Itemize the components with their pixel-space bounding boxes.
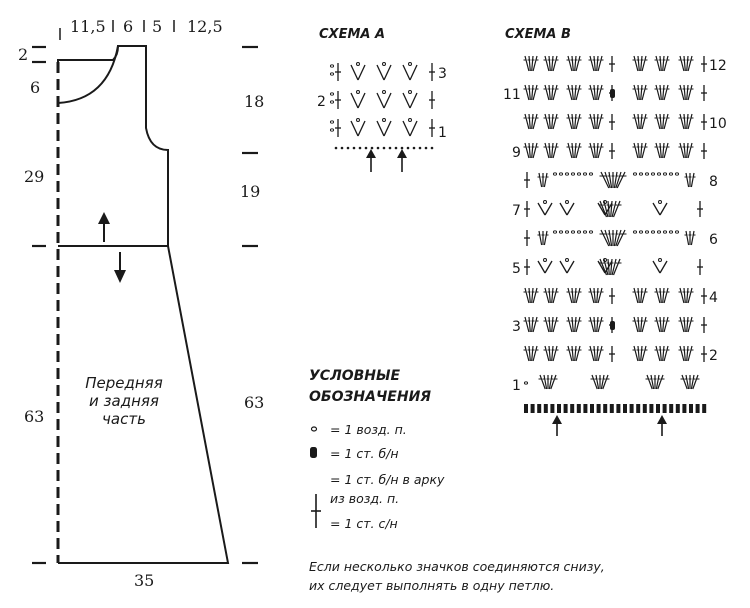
piece-label-line2: и задняя bbox=[89, 392, 159, 410]
scheme-b-row-9: 9 bbox=[512, 145, 521, 161]
dim-left-neck-top: 2 bbox=[18, 45, 29, 64]
note-line1: Если несколько значков соединяются снизу, bbox=[309, 559, 605, 574]
scheme-b-repeat-arrow-icon bbox=[552, 415, 562, 436]
scheme-b-row-1: 1 bbox=[512, 378, 521, 394]
dim-left-lower: 63 bbox=[24, 407, 45, 426]
scheme-a-row-3: 3 bbox=[438, 66, 447, 82]
scheme-b-row-3: 3 bbox=[512, 319, 521, 335]
legend-chain: = 1 возд. п. bbox=[330, 422, 407, 437]
double-crochet-icon bbox=[311, 494, 321, 528]
scheme-b-repeat-arrow-icon bbox=[657, 415, 667, 436]
up-arrow-icon bbox=[98, 212, 110, 242]
piece-label-line3: часть bbox=[102, 410, 146, 428]
note-line2: их следует выполнять в одну петлю. bbox=[309, 578, 555, 593]
scheme-a-row-1: 1 bbox=[438, 125, 447, 141]
dim-right-side: 19 bbox=[240, 182, 261, 201]
scheme-b-row-11: 11 bbox=[503, 87, 521, 103]
scheme-b-row-6: 6 bbox=[709, 232, 718, 248]
legend-dc: = 1 ст. с/н bbox=[330, 516, 398, 531]
legend-sc: = 1 ст. б/н bbox=[330, 446, 399, 461]
dim-bottom: 35 bbox=[134, 571, 155, 590]
scheme-b-row-2: 2 bbox=[709, 348, 718, 364]
scheme-b-row-5: 5 bbox=[512, 261, 521, 277]
garment-outline bbox=[58, 46, 228, 563]
scheme-b-row-7: 7 bbox=[512, 203, 521, 219]
down-arrow-icon bbox=[114, 252, 126, 283]
chain-stitch-icon bbox=[312, 427, 317, 431]
scheme-a-title: СХЕМА А bbox=[319, 27, 386, 42]
note bbox=[309, 559, 605, 593]
dim-top-right: 12,5 bbox=[187, 17, 223, 36]
scheme-b-row-4: 4 bbox=[709, 290, 718, 306]
dim-left-upper: 29 bbox=[24, 167, 45, 186]
dim-top-shoulder: 5 bbox=[152, 17, 163, 36]
legend bbox=[309, 368, 445, 531]
single-crochet-icon bbox=[310, 447, 317, 458]
legend-title-line2: ОБОЗНАЧЕНИЯ bbox=[309, 389, 432, 405]
dim-top-left: 11,5 bbox=[70, 17, 106, 36]
dim-right-lower: 63 bbox=[244, 393, 265, 412]
legend-sc-arc-2: из возд. п. bbox=[330, 491, 400, 506]
scheme-b-row-10: 10 bbox=[709, 116, 727, 132]
scheme-b-title: СХЕМА В bbox=[505, 27, 571, 42]
legend-sc-arc-1: = 1 ст. б/н в арку bbox=[330, 472, 445, 487]
scheme-b-grid bbox=[524, 56, 708, 413]
scheme-b bbox=[503, 27, 727, 436]
dim-right-armhole: 18 bbox=[244, 92, 265, 111]
neckline bbox=[58, 46, 118, 103]
dim-left-neck: 6 bbox=[30, 78, 41, 97]
scheme-a-repeat-arrow-icon bbox=[366, 149, 376, 172]
piece-label-line1: Передняя bbox=[85, 374, 163, 392]
scheme-b-row-8: 8 bbox=[709, 174, 718, 190]
scheme-a-repeat-arrow-icon bbox=[397, 149, 407, 172]
garment-schematic bbox=[18, 17, 264, 590]
legend-title-line1: УСЛОВНЫЕ bbox=[309, 368, 401, 384]
scheme-b-row-12: 12 bbox=[709, 58, 727, 74]
scheme-a bbox=[317, 27, 447, 172]
scheme-a-row-2: 2 bbox=[317, 94, 326, 110]
scheme-a-grid bbox=[330, 63, 435, 150]
dim-top-neck: 6 bbox=[123, 17, 134, 36]
